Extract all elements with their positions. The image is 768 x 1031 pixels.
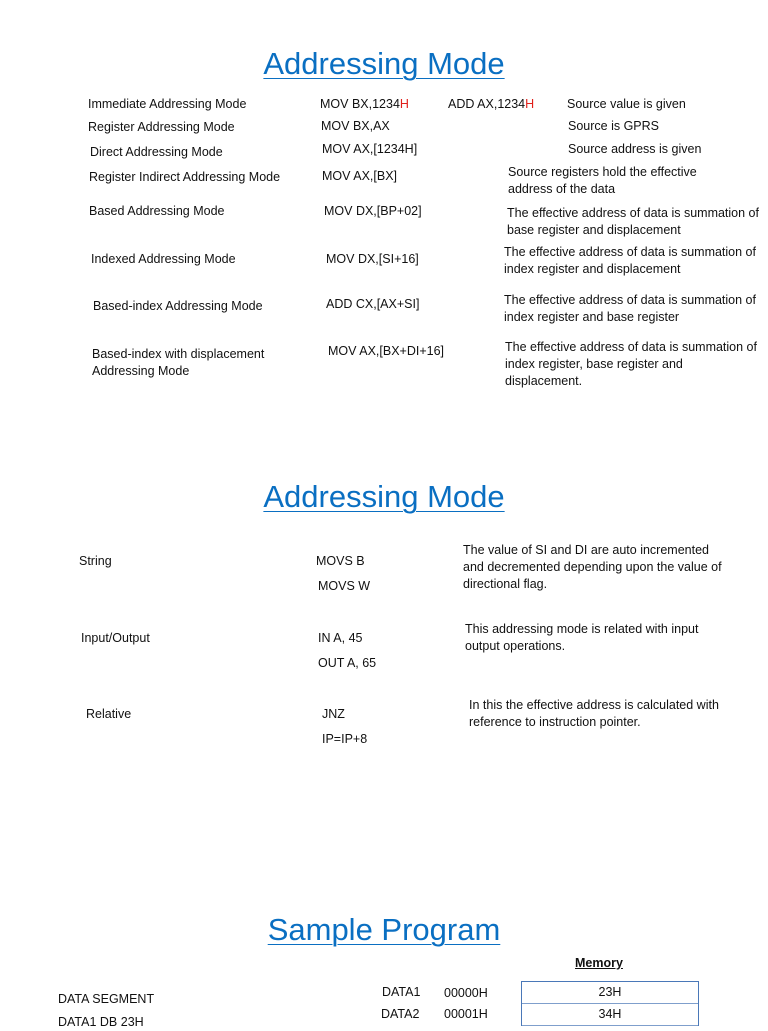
memory-cell: 34H	[522, 1004, 698, 1026]
mode-description: This addressing mode is related with input output operations.	[465, 622, 699, 653]
example-instruction: MOV DX,[BP+02]	[324, 204, 422, 218]
example-instruction: MOV AX,[BX+DI+16]	[328, 344, 445, 358]
example-instruction: MOV BX,AX	[321, 119, 390, 133]
example-instruction: MOV BX,1234H	[320, 97, 409, 111]
example-instruction-2: ADD AX,1234H	[448, 97, 535, 111]
mode-description: Source is GPRS	[568, 119, 660, 133]
memory-title: Memory	[575, 956, 623, 970]
mode-label: Based-index with displacement Addressing Mode	[92, 347, 265, 378]
example-instruction: MOV DX,[SI+16]	[326, 252, 419, 266]
example-instruction: MOVS B	[316, 554, 365, 568]
variable-address: 00000H	[444, 986, 488, 1000]
variable-address: 00001H	[444, 1007, 488, 1021]
example-instruction: IN A, 45	[318, 631, 363, 645]
variable-name: DATA2	[381, 1007, 420, 1021]
mode-label: Based-index Addressing Mode	[93, 299, 263, 313]
code-line: DATA1 DB 23H	[58, 1015, 144, 1029]
example-instruction: ADD CX,[AX+SI]	[326, 297, 420, 311]
example-instruction: MOV AX,[1234H]	[322, 142, 418, 156]
example-instruction: JNZ	[322, 707, 345, 721]
mode-description: Source address is given	[568, 142, 702, 156]
mode-description: The effective address of data is summation of index register, base register and displacement.	[505, 340, 757, 388]
section-1-title: Addressing Mode	[263, 46, 505, 81]
mode-label: Relative	[86, 707, 132, 721]
code-line: DATA SEGMENT	[58, 992, 155, 1006]
mode-label: String	[79, 554, 112, 568]
mode-label: Indexed Addressing Mode	[91, 252, 236, 266]
example-instruction: MOV AX,[BX]	[322, 169, 398, 183]
mode-description: Source registers hold the effective address of the data	[508, 165, 697, 196]
example-instruction: MOVS W	[318, 579, 371, 593]
mode-label: Register Indirect Addressing Mode	[89, 170, 281, 184]
example-instruction: OUT A, 65	[318, 656, 377, 670]
memory-cell: 23H	[522, 982, 698, 1004]
section-2-title: Addressing Mode	[263, 479, 505, 514]
mode-description: The effective address of data is summation of base register and displacement	[507, 206, 759, 237]
example-instruction: IP=IP+8	[322, 732, 368, 746]
mode-description: The effective address of data is summation of index register and displacement	[504, 245, 756, 276]
mode-label: Immediate Addressing Mode	[88, 97, 247, 111]
mode-label: Direct Addressing Mode	[90, 145, 223, 159]
mode-label: Based Addressing Mode	[89, 204, 225, 218]
mode-description: Source value is given	[567, 97, 686, 111]
mode-description: In this the effective address is calculated with reference to instruction pointer.	[469, 698, 719, 729]
mode-label: Input/Output	[81, 631, 150, 645]
mode-description: The value of SI and DI are auto incremented and decremented depending upon the value of directional flag.	[463, 543, 722, 591]
variable-name: DATA1	[382, 985, 421, 999]
section-3-title: Sample Program	[267, 912, 501, 947]
mode-label: Register Addressing Mode	[88, 120, 235, 134]
mode-description: The effective address of data is summation of index register and base register	[504, 293, 756, 324]
memory-table	[521, 981, 699, 1026]
